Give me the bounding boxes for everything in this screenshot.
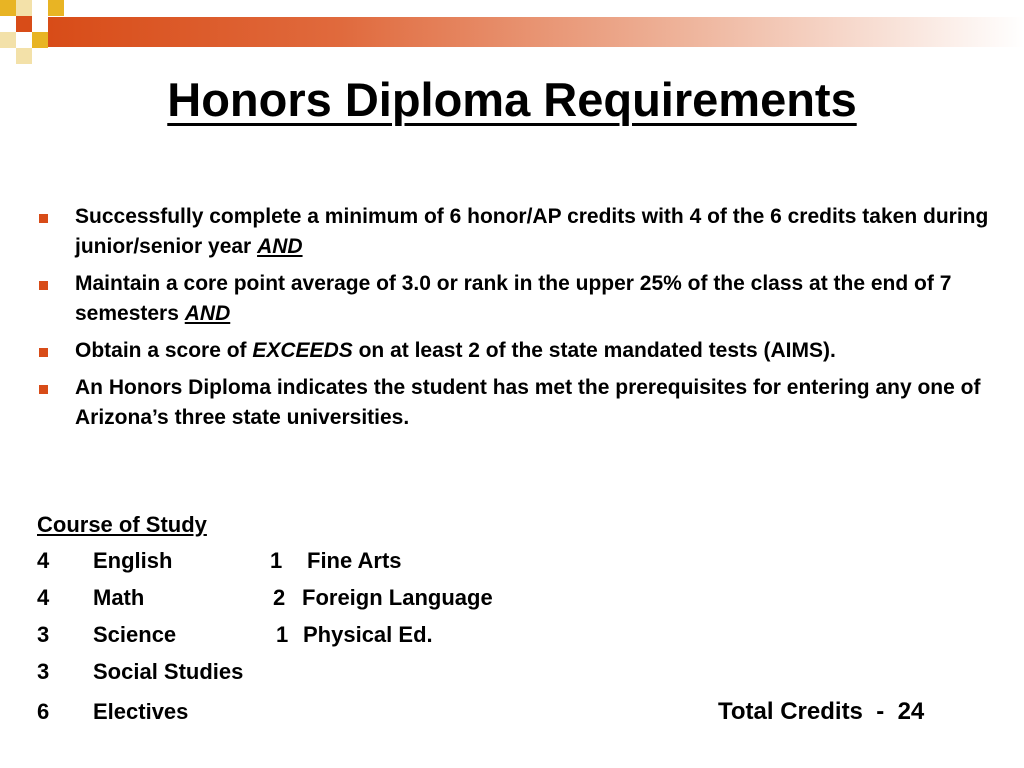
course-subject: Electives bbox=[93, 699, 189, 724]
decor-square bbox=[32, 32, 48, 48]
decor-square bbox=[0, 0, 16, 16]
bullet-emphasis: AND bbox=[257, 235, 303, 258]
list-item bbox=[36, 269, 1002, 329]
course-credits-2: 1 bbox=[276, 622, 289, 647]
course-subject: English bbox=[93, 548, 173, 573]
slide-title: Honors Diploma Requirements bbox=[167, 73, 857, 126]
decor-square bbox=[48, 0, 64, 16]
course-subject-2: Foreign Language bbox=[302, 585, 493, 610]
bullet-emphasis: EXCEEDS bbox=[252, 339, 353, 362]
bullet-text: Obtain a score of bbox=[75, 339, 253, 362]
header-gradient-bar bbox=[48, 17, 1024, 47]
bullet-text: An Honors Diploma indicates the student has met the prerequisites for entering any one of Arizona’s three state universities. bbox=[75, 376, 981, 429]
decor-square bbox=[16, 0, 32, 16]
decor-square bbox=[16, 48, 32, 64]
requirements-list bbox=[36, 202, 1002, 440]
course-subject: Math bbox=[93, 585, 145, 610]
decor-square bbox=[16, 16, 32, 32]
course-credits: 3 bbox=[37, 659, 50, 684]
decor-square bbox=[0, 32, 16, 48]
bullet-square-icon bbox=[39, 214, 48, 223]
course-subject-2: Physical Ed. bbox=[303, 622, 433, 647]
bullet-text-continued: on at least 2 of the state mandated tests (AIMS). bbox=[352, 339, 836, 362]
bullet-emphasis: AND bbox=[184, 302, 231, 325]
course-credits-2: 1 bbox=[270, 548, 283, 573]
course-credits-2: 2 bbox=[273, 585, 286, 610]
list-item bbox=[36, 202, 1002, 262]
course-subject-2: Fine Arts bbox=[307, 548, 402, 573]
course-credits: 4 bbox=[37, 548, 50, 573]
bullet-text: Maintain a core point average of 3.0 or rank in the upper 25% of the class at the end of 7 semesters bbox=[75, 272, 952, 325]
course-subject: Social Studies bbox=[93, 659, 244, 684]
bullet-square-icon bbox=[39, 385, 48, 394]
course-credits: 3 bbox=[37, 622, 50, 647]
course-heading: Course of Study bbox=[37, 512, 207, 537]
course-credits: 4 bbox=[37, 585, 50, 610]
course-credits: 6 bbox=[37, 699, 50, 724]
bullet-square-icon bbox=[39, 281, 48, 290]
list-item bbox=[36, 373, 1002, 433]
list-item bbox=[36, 336, 1002, 366]
total-credits: Total Credits - 24 bbox=[718, 698, 925, 725]
course-subject: Science bbox=[93, 622, 177, 647]
bullet-text: Successfully complete a minimum of 6 honor/AP credits with 4 of the 6 credits taken during junior/senior year bbox=[75, 205, 989, 258]
bullet-square-icon bbox=[39, 348, 48, 357]
